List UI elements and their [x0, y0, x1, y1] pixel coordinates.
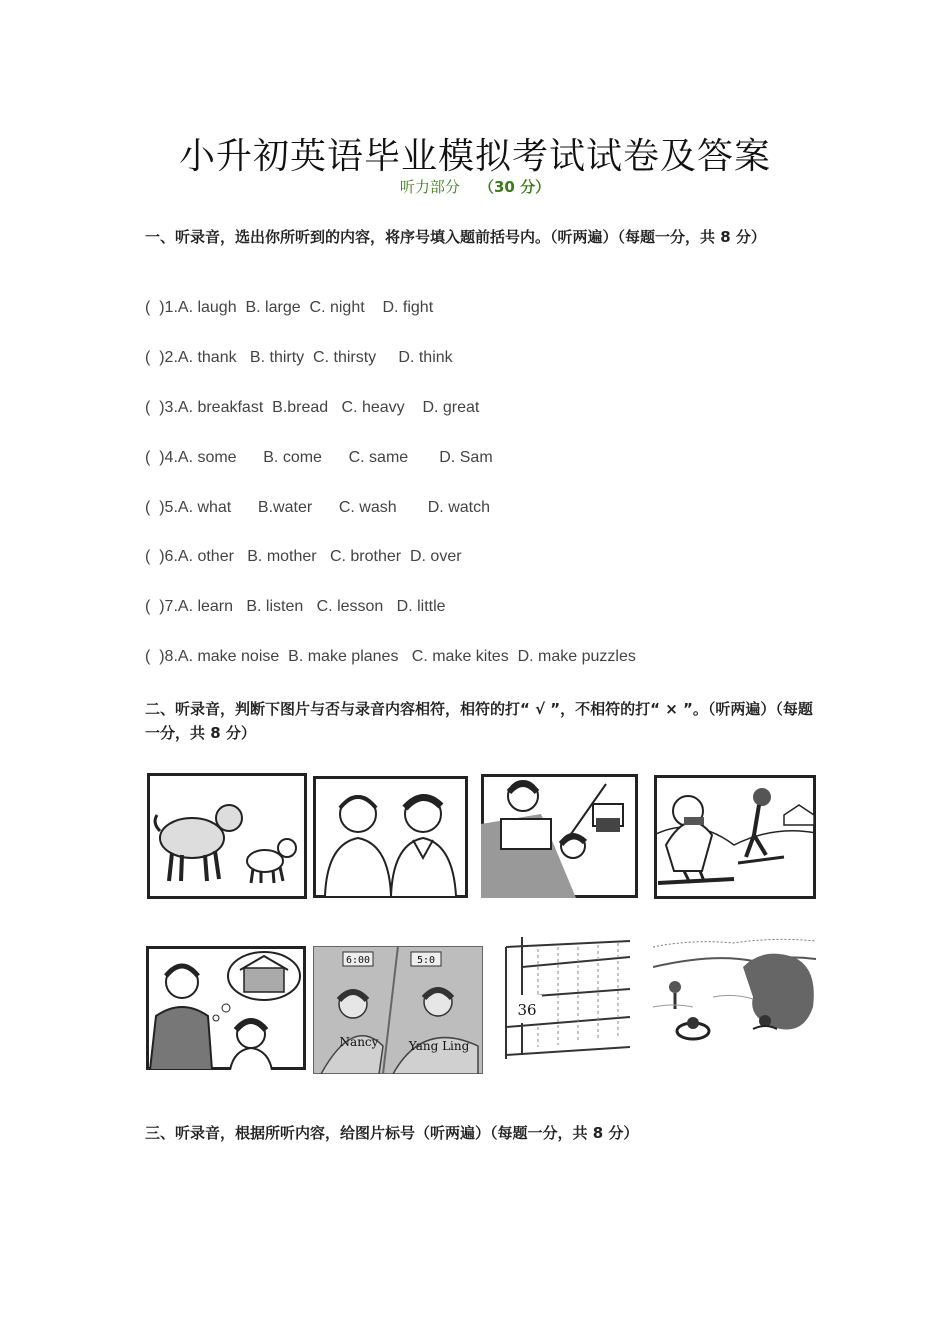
question-6: ( )6.A. other B. mother C. brother D. over — [145, 548, 462, 565]
question-3: ( )3.A. breakfast B.bread C. heavy D. great — [145, 399, 480, 416]
subtitle-label: 听力部分 — [399, 178, 460, 196]
question-4: ( )4.A. some B. come C. same D. Sam — [145, 449, 493, 466]
question-8: ( )8.A. make noise B. make planes C. make kites D. make puzzles — [145, 648, 636, 665]
listening-part-subtitle — [0, 176, 950, 197]
section1-heading: 一、听录音，选出你所听到的内容，将序号填入题前括号内。（听两遍）（每题一分，共 8 分） — [145, 228, 766, 246]
picture-nancy-yang-ling — [313, 946, 483, 1074]
document-title: 小升初英语毕业模拟考试试卷及答案 — [178, 136, 771, 177]
picture-woman-thinking-house — [146, 946, 306, 1070]
picture-skiing — [654, 775, 816, 899]
label-nancy: Nancy — [339, 1035, 379, 1049]
picture-children-reading — [481, 774, 638, 898]
question-1: ( )1.A. laugh B. large C. night D. fight — [145, 299, 434, 316]
clock-left-time: 6:00 — [345, 955, 371, 966]
picture-swimming-pool — [653, 937, 816, 1053]
question-7: ( )7.A. learn B. listen C. lesson D. little — [145, 598, 446, 615]
section3-heading: 三、听录音，根据所听内容，给图片标号（听两遍）（每题一分，共 8 分） — [145, 1124, 639, 1142]
picture-dogs — [147, 773, 307, 899]
section2-heading: 二、听录音，判断下图片与否与录音内容相符，相符的打“ √ ”，不相符的打“ × ”。（听两遍）（每题一分，共 8 分） — [145, 700, 813, 742]
label-yang-ling: Yang Ling — [408, 1039, 470, 1053]
clock-right-time: 5:0 — [416, 955, 436, 966]
subtitle-score: （30 分） — [478, 178, 551, 196]
question-5: ( )5.A. what B.water C. wash D. watch — [145, 499, 490, 516]
question-2: ( )2.A. thank B. thirty C. thirsty D. think — [145, 349, 453, 366]
picture-two-men — [313, 776, 468, 898]
picture-bunk-bed — [498, 937, 630, 1059]
seat-number: 36 — [517, 1001, 537, 1019]
